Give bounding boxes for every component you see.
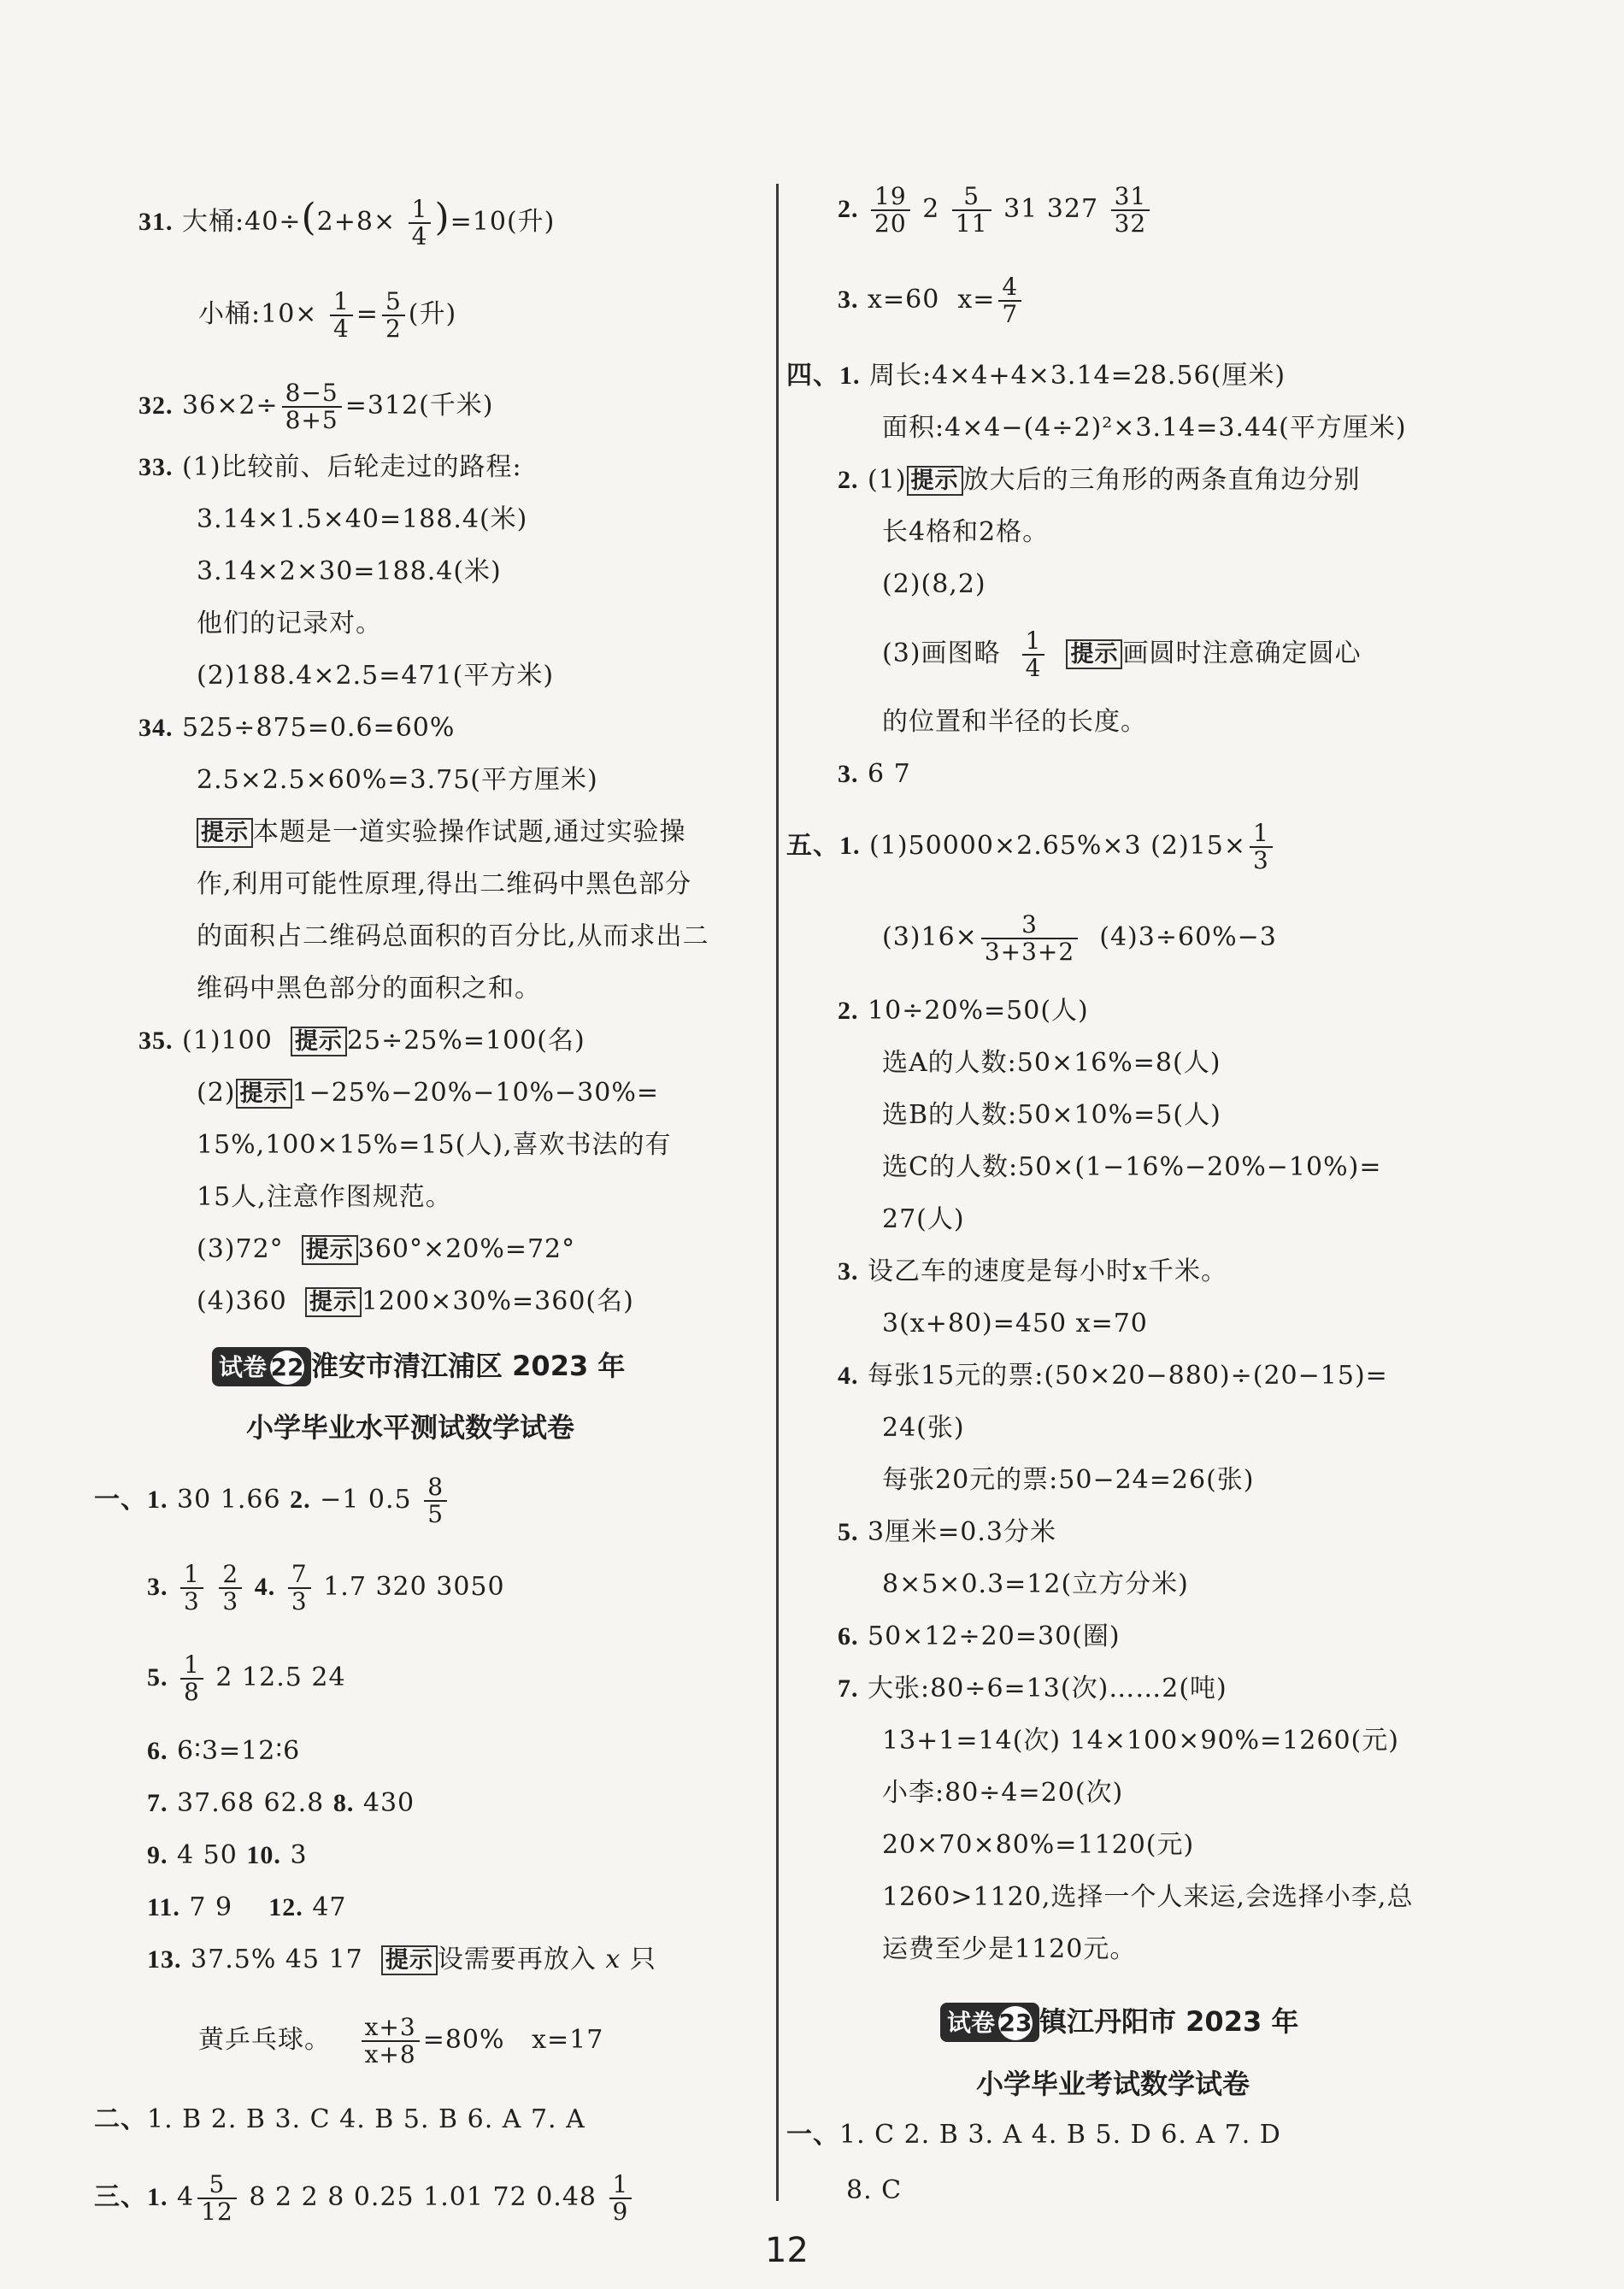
- question-number: 1.: [839, 362, 861, 390]
- fraction: [998, 274, 1021, 327]
- s5-q3-line1: [838, 1255, 1227, 1289]
- denominator: 3: [219, 1587, 242, 1615]
- s5-q2-line2: 选A的人数:50×16%=8(人): [882, 1048, 1221, 1078]
- question-number: 34.: [138, 714, 174, 742]
- text: 4 50: [177, 1840, 238, 1870]
- text: 430: [362, 1788, 415, 1818]
- p22-s1-row1: [94, 1474, 450, 1527]
- text: 画圆时注意确定圆心: [1122, 638, 1362, 668]
- s4-q3: [838, 757, 911, 791]
- s5-q7-line1: [838, 1672, 1227, 1706]
- question-number: 3.: [147, 1573, 168, 1601]
- text: 525÷875=0.6=60%: [182, 713, 456, 743]
- text: 30 1.66: [177, 1485, 281, 1515]
- text: 大张:80÷6=13(次)……2(吨): [868, 1674, 1227, 1704]
- badge-number: 22: [270, 1350, 304, 1385]
- s5-q7-line2: 13+1=14(次) 14×100×90%=1260(元): [882, 1726, 1399, 1756]
- answer-35-line4: 15人,注意作图规范。: [197, 1182, 452, 1212]
- question-number: 1.: [839, 832, 861, 860]
- text: =312(千米): [344, 391, 494, 421]
- s5-q7-line5: 1260>1120,选择一个人来运,会选择小李,总: [882, 1882, 1414, 1912]
- text: 8 2 2 8 0.25 1.01 72 0.48: [249, 2182, 597, 2212]
- p22-s1-row3: [147, 1652, 346, 1705]
- question-number: 5.: [147, 1663, 168, 1692]
- question-number: 7.: [147, 1789, 168, 1817]
- text: 36×2÷: [182, 391, 279, 421]
- title-line1: 淮安市清江浦区 2023 年: [311, 1350, 626, 1382]
- fraction: [1022, 628, 1045, 681]
- text: (1)100: [182, 1026, 273, 1056]
- s5-q7-line4: 20×70×80%=1120(元): [882, 1830, 1195, 1860]
- s5-q2-line5: 27(人): [882, 1204, 965, 1234]
- text: (4)3÷60%−3: [1099, 922, 1277, 952]
- s4-q2-line2: 长4格和2格。: [882, 517, 1050, 547]
- tip-label: 提示: [197, 818, 253, 848]
- text: 3厘米=0.3分米: [868, 1517, 1056, 1547]
- question-number: 3.: [838, 1257, 859, 1286]
- question-number: 13.: [147, 1945, 182, 1974]
- text: 大桶:40÷: [182, 207, 302, 237]
- paper-23-title: [940, 2000, 1298, 2042]
- p22-s1-row8: [147, 1943, 656, 1978]
- s5-q2-line1: [838, 994, 1089, 1028]
- s5-q4-line1: [838, 1359, 1388, 1393]
- answer-35-line5: [197, 1233, 575, 1268]
- s5-q4-line3: 每张20元的票:50−24=26(张): [882, 1465, 1255, 1495]
- text: (1)50000×2.65%×3 (2)15×: [869, 831, 1246, 861]
- text: 放大后的三角形的两条直角边分别: [962, 465, 1361, 495]
- section-number: 一、: [94, 1486, 147, 1514]
- question-number: 7.: [838, 1674, 859, 1703]
- answer-34-line3: [197, 815, 686, 850]
- text: 6 7: [868, 759, 911, 789]
- question-number: 12.: [268, 1893, 303, 1921]
- text: 设需要再放入: [437, 1945, 597, 1974]
- fraction: [1250, 821, 1273, 874]
- answer-35-line2: [197, 1076, 659, 1111]
- text: (3)72°: [197, 1234, 284, 1264]
- answer-33-line1: [138, 450, 522, 485]
- s5-q1-line2: [882, 912, 1277, 965]
- text: 47: [312, 1892, 347, 1922]
- answer-34-line4: 作,利用可能性原理,得出二维码中黑色部分: [197, 869, 692, 899]
- p22-s1-row6: [147, 1839, 308, 1873]
- p22-s1-row2: [147, 1562, 505, 1615]
- numerator: 1: [612, 2170, 629, 2198]
- tip-label: 提示: [302, 1235, 358, 1265]
- answer-33-line5: (2)188.4×2.5=471(平方米): [197, 661, 555, 691]
- text: 1−25%−20%−10%−30%=: [291, 1078, 659, 1108]
- question-number: 33.: [138, 453, 174, 481]
- text: 2: [922, 194, 940, 224]
- numerator: 8: [427, 1473, 444, 1501]
- s5-q2-line3: 选B的人数:50×10%=5(人): [882, 1100, 1221, 1130]
- numerator: 5: [963, 182, 980, 210]
- question-number: 9.: [147, 1841, 168, 1869]
- section-number: 四、: [786, 362, 839, 390]
- question-number: 4.: [254, 1573, 276, 1601]
- fraction: [609, 2172, 633, 2225]
- paper-22-subtitle: 小学毕业水平测试数学试卷: [246, 1411, 575, 1444]
- text: 37.68 62.8: [177, 1788, 325, 1818]
- text: 37.5% 45 17: [191, 1945, 363, 1974]
- denominator: 4: [330, 315, 353, 342]
- text: −1 0.5: [320, 1485, 412, 1515]
- denominator: 8: [180, 1678, 203, 1705]
- section-number: 二、: [94, 2105, 147, 2133]
- fraction: [180, 1652, 203, 1705]
- text: 1.7 320 3050: [323, 1572, 505, 1602]
- text: =: [356, 299, 379, 329]
- paper-23-subtitle: 小学毕业考试数学试卷: [976, 2068, 1250, 2100]
- s4-q1-line2: 面积:4×4−(4÷2)²×3.14=3.44(平方厘米): [882, 413, 1407, 443]
- text: 2+8×: [316, 207, 397, 237]
- denominator: 8+5: [282, 406, 342, 433]
- fraction: [197, 2172, 237, 2225]
- paren-close: ): [434, 196, 450, 239]
- answer-34-line6: 维码中黑色部分的面积之和。: [197, 974, 541, 1003]
- numerator: 31: [1114, 182, 1147, 210]
- numerator: 2: [222, 1560, 239, 1588]
- tip-label: 提示: [291, 1027, 347, 1056]
- s5-q4-line2: 24(张): [882, 1413, 965, 1443]
- answer-34-line5: 的面积占二维码总面积的百分比,从而求出二: [197, 921, 709, 951]
- answer-34-line2: 2.5×2.5×60%=3.75(平方厘米): [197, 765, 598, 795]
- text: 本题是一道实验操作试题,通过实验操: [253, 817, 686, 847]
- question-number: 1.: [147, 2183, 168, 2211]
- section-number: 一、: [786, 2121, 839, 2149]
- text: =10(升): [450, 207, 556, 237]
- section-number: 五、: [786, 832, 839, 860]
- fraction: [219, 1562, 242, 1615]
- s4-q2-line4: [882, 628, 1361, 681]
- text: 黄乒乓球。: [198, 2025, 331, 2055]
- numerator: 19: [874, 182, 907, 210]
- numerator: 4: [1002, 273, 1019, 301]
- fraction: [382, 289, 405, 342]
- fraction: [952, 184, 991, 237]
- s5-q5-line1: [838, 1515, 1056, 1550]
- text: 1200×30%=360(名): [361, 1286, 634, 1316]
- p22-s2: [94, 2103, 585, 2137]
- p23-s1: [786, 2118, 1281, 2152]
- s4-q1-line1: [786, 359, 1286, 393]
- badge-label: 试卷: [947, 2009, 996, 2037]
- fraction: [981, 912, 1078, 965]
- question-number: 2.: [838, 997, 859, 1025]
- r-answer-2: [838, 184, 1153, 237]
- numerator: 1: [332, 287, 350, 315]
- numerator: x+3: [364, 2013, 416, 2041]
- text: =80%: [422, 2025, 505, 2055]
- denominator: 2: [382, 315, 405, 342]
- text: 2 12.5 24: [215, 1662, 346, 1692]
- denominator: 3: [1250, 846, 1273, 874]
- text: 6∶3=12∶6: [177, 1736, 301, 1766]
- numerator: 1: [1252, 819, 1269, 847]
- answer-31-line1: [138, 197, 555, 250]
- text: 4: [177, 2182, 195, 2212]
- question-number: 6.: [838, 1622, 859, 1651]
- question-number: 2.: [838, 195, 859, 223]
- fraction: [362, 2015, 420, 2068]
- paren-open: (: [301, 196, 317, 239]
- tip-label: 提示: [305, 1287, 362, 1317]
- question-number: 4.: [838, 1362, 859, 1390]
- text: x=: [957, 285, 996, 315]
- page-number: 12: [765, 2231, 809, 2270]
- text: 10÷20%=50(人): [868, 996, 1089, 1026]
- text: (3)16×: [882, 922, 978, 952]
- s5-q1-line1: [786, 821, 1276, 874]
- question-number: 35.: [138, 1027, 174, 1055]
- p22-s1-row9: [198, 2015, 603, 2068]
- numerator: 7: [291, 1560, 308, 1588]
- text: x=17: [532, 2025, 604, 2055]
- s5-q6: [838, 1620, 1121, 1654]
- badge-number: 23: [998, 2006, 1033, 2040]
- s5-q7-line6: 运费至少是1120元。: [882, 1934, 1137, 1964]
- text: 小桶:10×: [198, 299, 318, 329]
- answer-32: [138, 380, 494, 433]
- s4-q2-line3: (2)(8,2): [882, 569, 986, 599]
- question-number: 10.: [246, 1841, 281, 1869]
- numerator: 3: [1021, 910, 1038, 939]
- r-answer-3: [838, 274, 1025, 327]
- p22-s1-row7: [147, 1891, 347, 1925]
- text: (3)画图略: [882, 638, 1001, 668]
- answer-33-line3: 3.14×2×30=188.4(米): [197, 556, 502, 586]
- answer-34-line1: [138, 711, 455, 745]
- section-number: 三、: [94, 2183, 147, 2211]
- tip-label: 提示: [1066, 639, 1122, 669]
- denominator: 3: [180, 1587, 203, 1615]
- answer-33-line2: 3.14×1.5×40=188.4(米): [197, 504, 528, 534]
- text: 只: [629, 1945, 656, 1974]
- denominator: 3+3+2: [981, 938, 1078, 965]
- tip-label: 提示: [236, 1079, 292, 1109]
- paper-badge: [212, 1347, 311, 1386]
- question-number: 8.: [332, 1789, 355, 1817]
- numerator: 1: [1025, 627, 1042, 655]
- fraction: [871, 184, 910, 237]
- denominator: 4: [1022, 654, 1045, 681]
- question-number: 3.: [838, 285, 859, 314]
- text: 周长:4×4+4×3.14=28.56(厘米): [869, 361, 1286, 391]
- s5-q3-line2: 3(x+80)=450 x=70: [882, 1309, 1148, 1339]
- fraction: [1111, 184, 1150, 237]
- text: 设乙车的速度是每小时x千米。: [868, 1256, 1227, 1286]
- denominator: 7: [998, 300, 1021, 327]
- question-number: 2.: [838, 466, 859, 494]
- text: 3: [290, 1840, 308, 1870]
- text: 每张15元的票:(50×20−880)÷(20−15)=: [868, 1361, 1388, 1391]
- answer-35-line6: [197, 1285, 634, 1320]
- question-number: 32.: [138, 391, 174, 420]
- denominator: 11: [952, 209, 991, 237]
- p22-s1-row4: [147, 1734, 300, 1768]
- answer-35-line3: 15%,100×15%=15(人),喜欢书法的有: [197, 1130, 672, 1160]
- fraction: [424, 1474, 447, 1527]
- badge-label: 试卷: [219, 1353, 268, 1381]
- fraction: [282, 380, 342, 433]
- answer-35-line1: [138, 1024, 585, 1059]
- text: 1. B 2. B 3. C 4. B 5. B 6. A 7. A: [147, 2104, 585, 2134]
- fraction: [180, 1562, 203, 1615]
- numerator: 5: [209, 2170, 226, 2198]
- text: x=60: [868, 285, 940, 315]
- p22-s3: [94, 2172, 635, 2225]
- column-divider: [776, 184, 779, 2201]
- text: 7 9: [189, 1892, 233, 1922]
- denominator: 3: [288, 1587, 311, 1615]
- s5-q7-line3: 小李:80÷4=20(次): [882, 1778, 1124, 1808]
- text: 31 327: [1003, 194, 1099, 224]
- denominator: 5: [424, 1500, 447, 1527]
- question-number: 6.: [147, 1737, 168, 1765]
- question-number: 1.: [147, 1486, 168, 1514]
- text: (1)比较前、后轮走过的路程:: [182, 452, 522, 482]
- paper-22-title: [212, 1345, 625, 1386]
- numerator: 1: [184, 1651, 200, 1679]
- denominator: 32: [1111, 209, 1150, 237]
- text: (升): [408, 299, 457, 329]
- text: 360°×20%=72°: [357, 1234, 576, 1264]
- denominator: 20: [871, 209, 910, 237]
- question-number: 31.: [138, 208, 174, 236]
- denominator: 4: [409, 222, 432, 250]
- fraction: [330, 289, 353, 342]
- text: 25÷25%=100(名): [346, 1026, 585, 1056]
- paper-badge: [940, 2003, 1039, 2042]
- question-number: 3.: [838, 760, 859, 788]
- text: 1. C 2. B 3. A 4. B 5. D 6. A 7. D: [839, 2120, 1281, 2150]
- question-number: 11.: [147, 1893, 180, 1921]
- s5-q2-line4: 选C的人数:50×(1−16%−20%−10%)=: [882, 1152, 1382, 1182]
- numerator: 5: [385, 287, 402, 315]
- title-line1: 镇江丹阳市 2023 年: [1039, 2005, 1299, 2038]
- text: (1): [868, 465, 907, 495]
- p23-s1-q8: 8. C: [846, 2175, 903, 2205]
- text: (2): [197, 1078, 236, 1108]
- p22-s1-row5: [147, 1786, 415, 1821]
- denominator: x+8: [362, 2040, 420, 2068]
- denominator: 9: [609, 2198, 633, 2225]
- numerator: 1: [184, 1560, 200, 1588]
- s4-q2-line1: [838, 463, 1361, 498]
- tip-label: 提示: [381, 1945, 438, 1975]
- numerator: 1: [411, 195, 428, 223]
- fraction: [288, 1562, 311, 1615]
- question-number: 2.: [290, 1486, 311, 1514]
- question-number: 5.: [838, 1518, 859, 1546]
- variable: x: [605, 1945, 621, 1974]
- text: (4)360: [197, 1286, 287, 1316]
- numerator: 8−5: [285, 379, 338, 407]
- fraction: [409, 197, 432, 250]
- text: 50×12÷20=30(圈): [868, 1621, 1121, 1651]
- tip-label: 提示: [907, 466, 963, 496]
- answer-31-line2: [198, 289, 456, 342]
- answer-33-line4: 他们的记录对。: [197, 609, 382, 638]
- denominator: 12: [197, 2198, 237, 2225]
- s4-q2-line5: 的位置和半径的长度。: [882, 707, 1147, 737]
- s5-q5-line2: 8×5×0.3=12(立方分米): [882, 1569, 1189, 1599]
